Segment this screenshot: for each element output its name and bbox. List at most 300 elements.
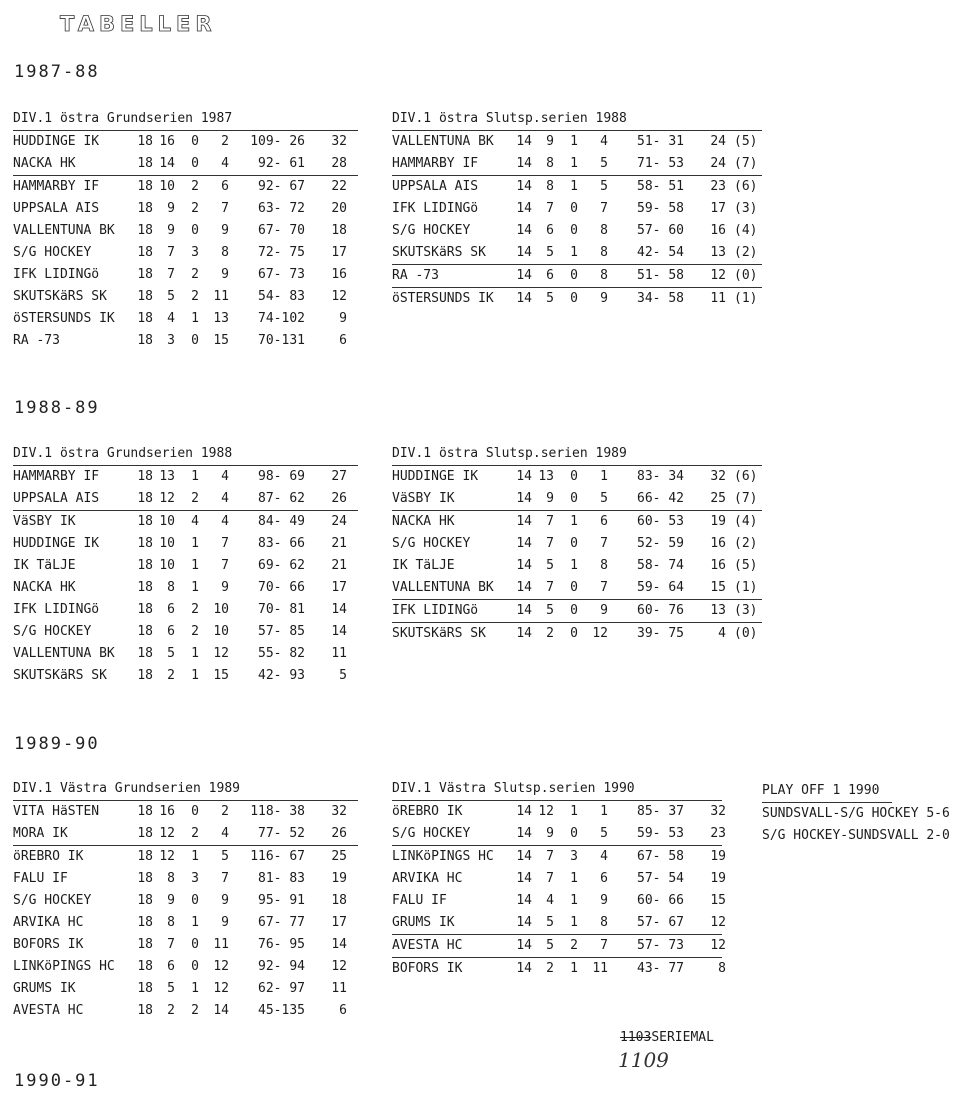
- draws-cell: 1: [191, 849, 199, 864]
- table-row: [13, 978, 358, 1000]
- losses-cell: 5: [600, 179, 608, 194]
- wins-cell: 9: [546, 826, 554, 841]
- table-row: [13, 242, 358, 264]
- goals-cell: 55- 82: [258, 646, 305, 661]
- goals-cell: 77- 52: [258, 826, 305, 841]
- draws-cell: 1: [191, 536, 199, 551]
- losses-cell: 7: [221, 558, 229, 573]
- draws-cell: 0: [570, 826, 578, 841]
- draws-cell: 3: [191, 245, 199, 260]
- goals-cell: 87- 62: [258, 491, 305, 506]
- points-cell: 11: [710, 291, 726, 306]
- goals-cell: 95- 91: [258, 893, 305, 908]
- wins-cell: 5: [546, 938, 554, 953]
- team-name-cell: AVESTA HC: [392, 938, 463, 953]
- note-label: SERIEMAL: [651, 1030, 714, 1045]
- games-cell: 18: [137, 201, 153, 216]
- draws-cell: 2: [191, 201, 199, 216]
- wins-cell: 8: [167, 580, 175, 595]
- team-name-cell: UPPSALA AIS: [13, 201, 100, 216]
- games-cell: 14: [516, 915, 532, 930]
- table-row: [13, 890, 358, 912]
- wins-cell: 6: [546, 268, 554, 283]
- games-cell: 18: [137, 223, 153, 238]
- team-name-cell: VALLENTUNA BK: [392, 580, 494, 595]
- goals-cell: 83- 66: [258, 536, 305, 551]
- losses-cell: 4: [221, 826, 229, 841]
- games-cell: 14: [516, 469, 532, 484]
- handwritten-number: 1109: [618, 1048, 669, 1072]
- losses-cell: 4: [221, 469, 229, 484]
- goals-cell: 70-131: [258, 333, 305, 348]
- table-row: [13, 1000, 358, 1022]
- table-row: [392, 131, 762, 153]
- table-header: DIV.1 östra Grundserien 1987: [13, 108, 358, 131]
- placing-cell: (2): [734, 536, 758, 551]
- losses-cell: 6: [600, 514, 608, 529]
- games-cell: 14: [516, 603, 532, 618]
- goals-cell: 57- 67: [637, 915, 684, 930]
- games-cell: 18: [137, 245, 153, 260]
- losses-cell: 7: [221, 871, 229, 886]
- draws-cell: 2: [191, 179, 199, 194]
- goals-cell: 92- 94: [258, 959, 305, 974]
- games-cell: 18: [137, 311, 153, 326]
- losses-cell: 9: [221, 223, 229, 238]
- team-name-cell: HUDDINGE IK: [392, 469, 479, 484]
- table-row: [392, 600, 762, 623]
- goals-cell: 76- 95: [258, 937, 305, 952]
- team-name-cell: LINKöPINGS HC: [392, 849, 494, 864]
- draws-cell: 0: [570, 201, 578, 216]
- wins-cell: 7: [167, 937, 175, 952]
- losses-cell: 2: [221, 804, 229, 819]
- wins-cell: 9: [546, 134, 554, 149]
- points-cell: 27: [331, 469, 347, 484]
- losses-cell: 4: [221, 514, 229, 529]
- wins-cell: 8: [167, 915, 175, 930]
- draws-cell: 0: [570, 580, 578, 595]
- team-name-cell: VALLENTUNA BK: [392, 134, 494, 149]
- goals-cell: 71- 53: [637, 156, 684, 171]
- goals-cell: 54- 83: [258, 289, 305, 304]
- goals-cell: 60- 53: [637, 514, 684, 529]
- wins-cell: 6: [546, 223, 554, 238]
- team-name-cell: S/G HOCKEY: [13, 245, 92, 260]
- wins-cell: 9: [167, 223, 175, 238]
- games-cell: 18: [137, 1003, 153, 1018]
- draws-cell: 0: [191, 937, 199, 952]
- points-cell: 14: [331, 624, 347, 639]
- games-cell: 18: [137, 826, 153, 841]
- losses-cell: 2: [221, 134, 229, 149]
- placing-cell: (4): [734, 514, 758, 529]
- games-cell: 18: [137, 646, 153, 661]
- placing-cell: (1): [734, 291, 758, 306]
- points-cell: 19: [710, 514, 726, 529]
- wins-cell: 5: [546, 291, 554, 306]
- draws-cell: 1: [191, 981, 199, 996]
- games-cell: 14: [516, 626, 532, 641]
- points-cell: 25: [331, 849, 347, 864]
- points-cell: 16: [710, 223, 726, 238]
- losses-cell: 12: [213, 959, 229, 974]
- games-cell: 14: [516, 536, 532, 551]
- table-row: [392, 868, 726, 890]
- team-name-cell: IK TäLJE: [13, 558, 76, 573]
- table-row: [392, 890, 726, 912]
- wins-cell: 6: [167, 602, 175, 617]
- points-cell: 19: [331, 871, 347, 886]
- games-cell: 18: [137, 156, 153, 171]
- points-cell: 11: [331, 981, 347, 996]
- goals-cell: 42- 93: [258, 668, 305, 683]
- losses-cell: 11: [592, 961, 608, 976]
- points-cell: 12: [710, 268, 726, 283]
- draws-cell: 0: [570, 223, 578, 238]
- wins-cell: 6: [167, 959, 175, 974]
- points-cell: 12: [331, 289, 347, 304]
- draws-cell: 2: [191, 624, 199, 639]
- draws-cell: 1: [570, 156, 578, 171]
- draws-cell: 0: [191, 959, 199, 974]
- team-name-cell: FALU IF: [392, 893, 447, 908]
- games-cell: 18: [137, 959, 153, 974]
- table-row: [392, 288, 762, 310]
- placing-cell: (6): [734, 469, 758, 484]
- wins-cell: 5: [546, 915, 554, 930]
- games-cell: 14: [516, 134, 532, 149]
- team-name-cell: SKUTSKäRS SK: [392, 626, 486, 641]
- goals-cell: 67- 73: [258, 267, 305, 282]
- losses-cell: 9: [221, 580, 229, 595]
- points-cell: 16: [331, 267, 347, 282]
- team-name-cell: HAMMARBY IF: [13, 179, 100, 194]
- team-name-cell: S/G HOCKEY: [13, 893, 92, 908]
- games-cell: 18: [137, 514, 153, 529]
- losses-cell: 7: [600, 536, 608, 551]
- losses-cell: 8: [600, 245, 608, 260]
- wins-cell: 16: [159, 134, 175, 149]
- points-cell: 5: [339, 668, 347, 683]
- draws-cell: 0: [570, 603, 578, 618]
- losses-cell: 8: [600, 223, 608, 238]
- losses-cell: 7: [221, 536, 229, 551]
- losses-cell: 8: [221, 245, 229, 260]
- team-name-cell: AVESTA HC: [13, 1003, 84, 1018]
- goals-cell: 58- 74: [637, 558, 684, 573]
- games-cell: 14: [516, 201, 532, 216]
- games-cell: 14: [516, 580, 532, 595]
- draws-cell: 0: [191, 223, 199, 238]
- losses-cell: 13: [213, 311, 229, 326]
- games-cell: 18: [137, 179, 153, 194]
- table-row: [13, 466, 358, 488]
- team-name-cell: IFK LIDINGö: [13, 267, 100, 282]
- table-row: [13, 286, 358, 308]
- goals-cell: 42- 54: [637, 245, 684, 260]
- table-row: [13, 511, 358, 533]
- wins-cell: 9: [546, 491, 554, 506]
- table-row: [392, 577, 762, 600]
- points-cell: 20: [331, 201, 347, 216]
- goals-cell: 85- 37: [637, 804, 684, 819]
- losses-cell: 7: [600, 580, 608, 595]
- points-cell: 17: [331, 915, 347, 930]
- games-cell: 18: [137, 333, 153, 348]
- table-row: [13, 198, 358, 220]
- goals-cell: 67- 58: [637, 849, 684, 864]
- draws-cell: 0: [570, 626, 578, 641]
- team-name-cell: öSTERSUNDS IK: [13, 311, 115, 326]
- points-cell: 32: [710, 469, 726, 484]
- placing-cell: (5): [734, 134, 758, 149]
- wins-cell: 8: [167, 871, 175, 886]
- games-cell: 18: [137, 804, 153, 819]
- table-row: [392, 533, 762, 555]
- games-cell: 18: [137, 469, 153, 484]
- placing-cell: (5): [734, 558, 758, 573]
- wins-cell: 7: [167, 245, 175, 260]
- standings-table: [13, 778, 358, 1022]
- losses-cell: 6: [221, 179, 229, 194]
- draws-cell: 0: [191, 333, 199, 348]
- wins-cell: 10: [159, 558, 175, 573]
- draws-cell: 4: [191, 514, 199, 529]
- wins-cell: 5: [546, 603, 554, 618]
- draws-cell: 1: [570, 804, 578, 819]
- losses-cell: 7: [600, 938, 608, 953]
- table-row: [392, 220, 762, 242]
- team-name-cell: RA -73: [13, 333, 60, 348]
- season-heading: 1987-88: [14, 62, 100, 82]
- wins-cell: 4: [546, 893, 554, 908]
- wins-cell: 12: [159, 826, 175, 841]
- draws-cell: 2: [191, 826, 199, 841]
- wins-cell: 2: [546, 626, 554, 641]
- points-cell: 26: [331, 826, 347, 841]
- draws-cell: 0: [570, 491, 578, 506]
- team-name-cell: UPPSALA AIS: [13, 491, 100, 506]
- points-cell: 22: [331, 179, 347, 194]
- table-header: DIV.1 Västra Grundserien 1989: [13, 778, 358, 801]
- table-header: DIV.1 östra Grundserien 1988: [13, 443, 358, 466]
- wins-cell: 7: [546, 871, 554, 886]
- draws-cell: 1: [191, 668, 199, 683]
- placing-cell: (6): [734, 179, 758, 194]
- losses-cell: 1: [600, 804, 608, 819]
- goals-cell: 43- 77: [637, 961, 684, 976]
- draws-cell: 0: [570, 291, 578, 306]
- team-name-cell: RA -73: [392, 268, 439, 283]
- goals-cell: 92- 61: [258, 156, 305, 171]
- losses-cell: 12: [213, 981, 229, 996]
- points-cell: 17: [710, 201, 726, 216]
- losses-cell: 8: [600, 268, 608, 283]
- wins-cell: 5: [167, 646, 175, 661]
- table-row: [392, 198, 762, 220]
- standings-table: [392, 443, 762, 645]
- playoff-box: [762, 780, 961, 847]
- games-cell: 14: [516, 223, 532, 238]
- goals-cell: 74-102: [258, 311, 305, 326]
- games-cell: 18: [137, 668, 153, 683]
- draws-cell: 0: [570, 268, 578, 283]
- goals-cell: 116- 67: [250, 849, 305, 864]
- table-header: DIV.1 östra Slutsp.serien 1989: [392, 443, 762, 466]
- wins-cell: 6: [167, 624, 175, 639]
- points-cell: 17: [331, 245, 347, 260]
- playoff-header: PLAY OFF 1 1990: [762, 780, 892, 803]
- draws-cell: 2: [191, 1003, 199, 1018]
- games-cell: 14: [516, 804, 532, 819]
- team-name-cell: S/G HOCKEY: [13, 624, 92, 639]
- table-row: [13, 621, 358, 643]
- goals-cell: 118- 38: [250, 804, 305, 819]
- table-row: [392, 623, 762, 645]
- points-cell: 23: [710, 179, 726, 194]
- table-row: [392, 912, 726, 935]
- games-cell: 18: [137, 580, 153, 595]
- draws-cell: 2: [191, 289, 199, 304]
- wins-cell: 3: [167, 333, 175, 348]
- points-cell: 25: [710, 491, 726, 506]
- wins-cell: 5: [546, 245, 554, 260]
- games-cell: 14: [516, 491, 532, 506]
- losses-cell: 7: [600, 201, 608, 216]
- losses-cell: 8: [600, 915, 608, 930]
- games-cell: 18: [137, 937, 153, 952]
- losses-cell: 8: [600, 558, 608, 573]
- losses-cell: 4: [221, 491, 229, 506]
- standings-table: [392, 108, 762, 310]
- table-row: [13, 956, 358, 978]
- table-row: [392, 846, 726, 868]
- games-cell: 18: [137, 134, 153, 149]
- wins-cell: 16: [159, 804, 175, 819]
- games-cell: 18: [137, 558, 153, 573]
- wins-cell: 5: [167, 981, 175, 996]
- team-name-cell: VäSBY IK: [13, 514, 76, 529]
- goals-cell: 45-135: [258, 1003, 305, 1018]
- standings-table: [13, 108, 358, 352]
- table-row: [13, 801, 358, 823]
- points-cell: 12: [710, 915, 726, 930]
- team-name-cell: BOFORS IK: [392, 961, 463, 976]
- goals-cell: 98- 69: [258, 469, 305, 484]
- draws-cell: 1: [570, 558, 578, 573]
- losses-cell: 6: [600, 871, 608, 886]
- goals-cell: 66- 42: [637, 491, 684, 506]
- team-name-cell: ARVIKA HC: [13, 915, 84, 930]
- goals-cell: 60- 66: [637, 893, 684, 908]
- placing-cell: (7): [734, 156, 758, 171]
- goals-cell: 57- 85: [258, 624, 305, 639]
- goals-cell: 57- 60: [637, 223, 684, 238]
- points-cell: 4: [718, 626, 726, 641]
- team-name-cell: S/G HOCKEY: [392, 223, 471, 238]
- points-cell: 13: [710, 603, 726, 618]
- placing-cell: (0): [734, 626, 758, 641]
- games-cell: 18: [137, 289, 153, 304]
- table-row: [13, 555, 358, 577]
- season-heading: 1990-91: [14, 1071, 100, 1091]
- losses-cell: 4: [221, 156, 229, 171]
- standings-table: [13, 443, 358, 687]
- team-name-cell: VITA HäSTEN: [13, 804, 100, 819]
- games-cell: 18: [137, 602, 153, 617]
- wins-cell: 8: [546, 179, 554, 194]
- wins-cell: 7: [546, 580, 554, 595]
- points-cell: 28: [331, 156, 347, 171]
- draws-cell: 1: [570, 961, 578, 976]
- goals-cell: 62- 97: [258, 981, 305, 996]
- draws-cell: 3: [570, 849, 578, 864]
- wins-cell: 12: [159, 849, 175, 864]
- goals-cell: 63- 72: [258, 201, 305, 216]
- table-row: [13, 488, 358, 511]
- losses-cell: 9: [221, 893, 229, 908]
- wins-cell: 9: [167, 893, 175, 908]
- team-name-cell: öREBRO IK: [13, 849, 84, 864]
- points-cell: 17: [331, 580, 347, 595]
- team-name-cell: FALU IF: [13, 871, 68, 886]
- team-name-cell: HAMMARBY IF: [13, 469, 100, 484]
- games-cell: 18: [137, 267, 153, 282]
- games-cell: 18: [137, 491, 153, 506]
- table-row: [392, 801, 726, 823]
- table-row: [13, 176, 358, 198]
- team-name-cell: UPPSALA AIS: [392, 179, 479, 194]
- games-cell: 14: [516, 245, 532, 260]
- wins-cell: 13: [538, 469, 554, 484]
- goals-cell: 67- 77: [258, 915, 305, 930]
- losses-cell: 9: [600, 603, 608, 618]
- draws-cell: 1: [191, 469, 199, 484]
- games-cell: 14: [516, 938, 532, 953]
- draws-cell: 1: [570, 893, 578, 908]
- goals-cell: 51- 58: [637, 268, 684, 283]
- table-row: [13, 264, 358, 286]
- points-cell: 18: [331, 223, 347, 238]
- draws-cell: 1: [191, 558, 199, 573]
- draws-cell: 0: [570, 536, 578, 551]
- team-name-cell: NACKA HK: [392, 514, 455, 529]
- draws-cell: 1: [570, 179, 578, 194]
- goals-cell: 59- 64: [637, 580, 684, 595]
- goals-cell: 58- 51: [637, 179, 684, 194]
- losses-cell: 9: [221, 915, 229, 930]
- wins-cell: 10: [159, 536, 175, 551]
- draws-cell: 1: [191, 580, 199, 595]
- losses-cell: 10: [213, 624, 229, 639]
- placing-cell: (0): [734, 268, 758, 283]
- table-row: [13, 533, 358, 555]
- points-cell: 19: [710, 849, 726, 864]
- table-row: [392, 265, 762, 288]
- team-name-cell: SKUTSKäRS SK: [13, 668, 107, 683]
- team-name-cell: VäSBY IK: [392, 491, 455, 506]
- games-cell: 14: [516, 893, 532, 908]
- table-row: [13, 577, 358, 599]
- table-row: [13, 846, 358, 868]
- losses-cell: 4: [600, 849, 608, 864]
- losses-cell: 5: [600, 491, 608, 506]
- team-name-cell: IK TäLJE: [392, 558, 455, 573]
- table-row: [13, 868, 358, 890]
- wins-cell: 2: [167, 1003, 175, 1018]
- standings-table: [392, 778, 726, 980]
